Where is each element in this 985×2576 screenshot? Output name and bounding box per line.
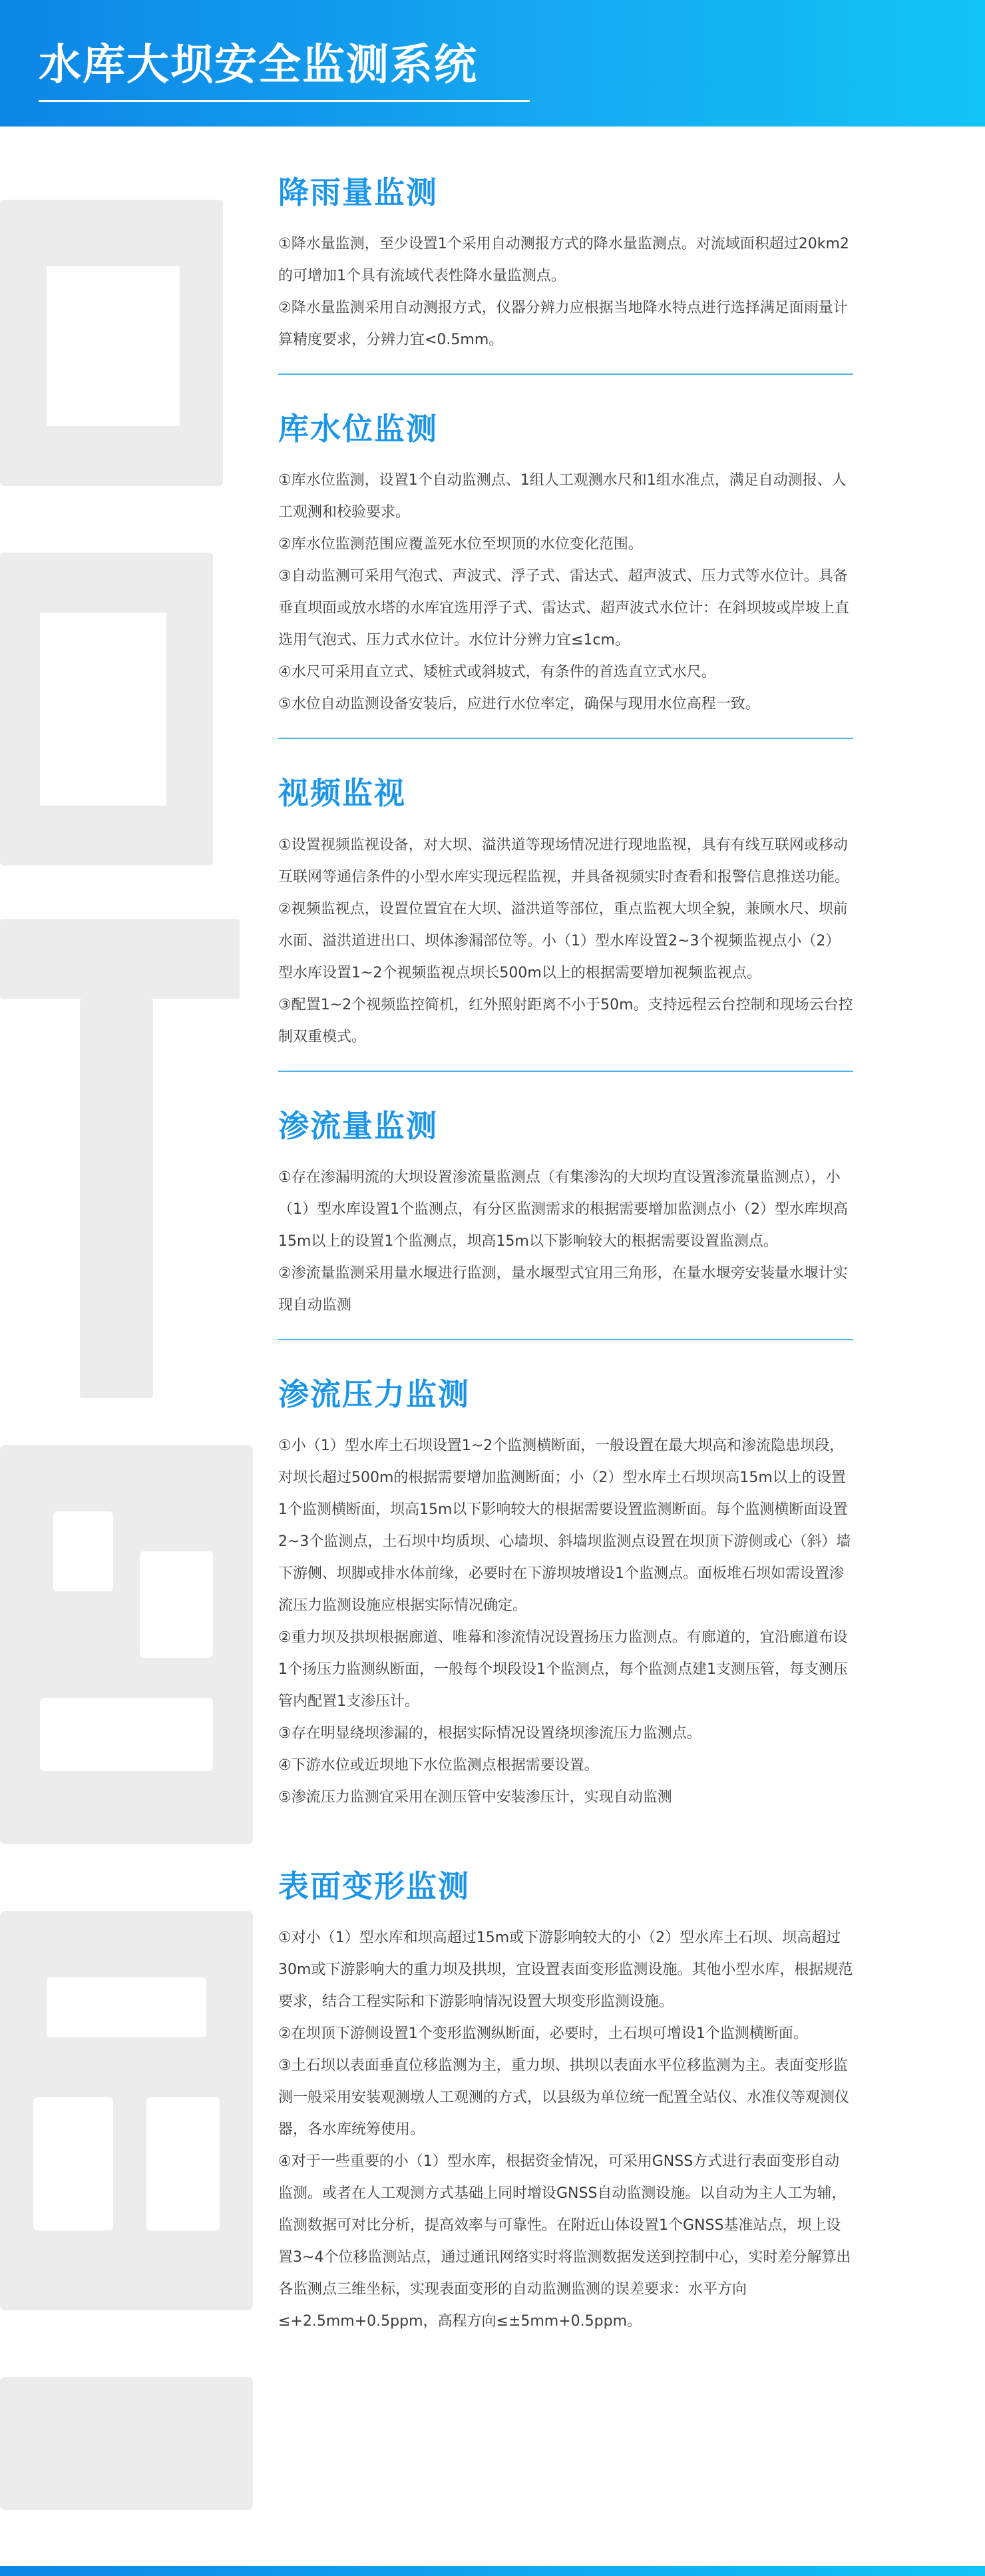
section-title: 库水位监测 — [278, 411, 438, 447]
section-body — [278, 465, 853, 720]
section-seepage-pressure — [278, 1376, 853, 1832]
section-body — [278, 1162, 853, 1322]
section-title: 视频监视 — [278, 775, 406, 812]
section-divider — [278, 738, 853, 739]
paragraph: ⑤水位自动监测设备安装后，应进行水位率定，确保与现用水位高程一致。 — [278, 696, 760, 713]
paragraph: ②视频监视点，设置位置宜在大坝、溢洪道等部位，重点监视大坝全貌，兼顾水尺、坝前水面、溢洪道进出口、坝体渗漏部位等。小（1）型水库设置2~3个视频监视点小（2）型水库设置1~2个视频监视点坝长500m以上的根据需要增加视频监视点。 — [278, 900, 848, 981]
paragraph: ③土石坝以表面垂直位移监测为主，重力坝、拱坝以表面水平位移监测为主。表面变形监测一般采用安装观测墩人工观测的方式，以县级为单位统一配置全站仪、水准仪等观测仪器，各水库统筹使用。 — [278, 2057, 850, 2139]
section-title: 降雨量监测 — [278, 174, 438, 210]
title-underline — [39, 100, 530, 102]
paragraph: ①降水量监测，至少设置1个采用自动测报方式的降水量监测点。对流域面积超过20km2的可增加1个具有流域代表性降水量监测点。 — [278, 236, 849, 285]
section-rainfall — [278, 174, 853, 375]
section-body — [278, 228, 853, 356]
section-seepage-flow — [278, 1108, 853, 1340]
paragraph: ①库水位监测，设置1个自动监测点、1组人工观测水尺和1组水准点，满足自动测报、人工观测和校验要求。 — [278, 472, 847, 521]
paragraph: ②库水位监测范围应覆盖死水位至坝顶的水位变化范围。 — [278, 536, 643, 553]
paragraph: ③存在明显绕坝渗漏的，根据实际情况设置绕坝渗流压力监测点。 — [278, 1724, 701, 1742]
section-divider — [278, 1339, 853, 1340]
section-surface-deformation — [278, 1868, 853, 2338]
paragraph: ①存在渗漏明流的大坝设置渗流量监测点（有集渗沟的大坝均直设置渗流量监测点），小（1）型水库设置1个监测点，有分区监测需求的根据需要增加监测点小（2）型水库坝高15m以上的设置1个监测点，坝高15m以下影响较大的根据需要设置监测点。 — [278, 1168, 848, 1250]
paragraph: ④下游水位或近坝地下水位监测点根据需要设置。 — [278, 1756, 599, 1774]
paragraph: ④对于一些重要的小（1）型水库，根据资金情况，可采用GNSS方式进行表面变形自动监测。或者在人工观测方式基础上同时增设GNSS自动监测设施。以自动为主人工为辅，监测数据可对比分析，提高效率与可靠性。在附近山体设置1个GNSS基准站点，坝上设置3~4个位移监测站点，通过通讯网络实时将监测数据发送到控制中心，实时差分解算出各监测点三维坐标，实现表面变形的自动监测监测的误差要求：水平方向≤+2.5mm+0.5ppm，高程方向≤±5mm+0.5ppm。 — [278, 2153, 851, 2330]
section-water-level — [278, 411, 853, 739]
paragraph: ②重力坝及拱坝根据廊道、唯幕和渗流情况设置扬压力监测点。有廊道的，宜沿廊道布设1个扬压力监测纵断面，一般每个坝段设1个监测点，每个监测点建1支测压管，每支测压管内配置1支渗压计。 — [278, 1629, 848, 1710]
section-body — [278, 1922, 853, 2338]
paragraph: ①设置视频监视设备，对大坝、溢洪道等现场情况进行现地监视，具有有线互联网或移动互联网等通信条件的小型水库实现远程监视，并具备视频实时查看和报警信息推送功能。 — [278, 836, 850, 886]
section-divider — [278, 374, 853, 375]
paragraph: ②降水量监测采用自动测报方式，仪器分辨力应根据当地降水特点进行选择满足面雨量计算精度要求，分辨力宜<0.5mm。 — [278, 300, 848, 349]
decorative-watermark — [0, 180, 280, 2510]
header-banner — [0, 0, 985, 127]
paragraph: ②在坝顶下游侧设置1个变形监测纵断面，必要时，土石坝可增设1个监测横断面。 — [278, 2025, 808, 2043]
section-divider — [278, 1071, 853, 1072]
paragraph: ①小（1）型水库土石坝设置1~2个监测横断面，一般设置在最大坝高和渗流隐患坝段，对坝长超过500m的根据需要增加监测断面；小（2）型水库土石坝坝高15m以上的设置1个监测横断面，坝高15m以下影响较大的根据需要设置监测断面。每个监测横断面设置2~3个监测点，土石坝中均质坝、心墙坝、斜墙坝监测点设置在坝顶下游侧或心（斜）墙下游侧、坝脚或排水体前缘，必要时在下游坝坡增设1个监测点。面板堆石坝如需设置渗流压力监测设施应根据实际情况确定。 — [278, 1437, 851, 1614]
section-divider — [278, 1831, 853, 1832]
section-title: 表面变形监测 — [278, 1868, 470, 1904]
content-column — [278, 174, 853, 2338]
section-title: 渗流压力监测 — [278, 1376, 470, 1412]
section-body — [278, 830, 853, 1053]
paragraph: ②渗流量监测采用量水堰进行监测，量水堰型式宜用三角形，在量水堰旁安装量水堰计实现自动监测 — [278, 1264, 848, 1314]
paragraph: ①对小（1）型水库和坝高超过15m或下游影响较大的小（2）型水库土石坝、坝高超过30m或下游影响大的重力坝及拱坝，宜设置表面变形监测设施。其他小型水库，根据规范要求，结合工程实际和下游影响情况设置大坝变形监测设施。 — [278, 1930, 853, 2011]
section-video — [278, 775, 853, 1071]
paragraph: ③自动监测可采用气泡式、声波式、浮子式、雷达式、超声波式、压力式等水位计。具备垂直坝面或放水塔的水库宜选用浮子式、雷达式、超声波式水位计：在斜坝坡或岸坡上直选用气泡式、压力式水位计。水位计分辨力宜≤1cm。 — [278, 568, 850, 649]
page-title: 水库大坝安全监测系统 — [39, 41, 478, 90]
paragraph: ③配置1~2个视频监控简机，红外照射距离不小于50m。支持远程云台控制和现场云台控制双重模式。 — [278, 996, 853, 1045]
section-title: 渗流量监测 — [278, 1107, 438, 1144]
section-body — [278, 1430, 853, 1814]
paragraph: ⑤渗流压力监测宜采用在测压管中安装渗压计，实现自动监测 — [278, 1788, 672, 1806]
footer-bar — [0, 2566, 985, 2576]
paragraph: ④水尺可采用直立式、矮桩式或斜坡式，有条件的首选直立式水尺。 — [278, 664, 716, 681]
